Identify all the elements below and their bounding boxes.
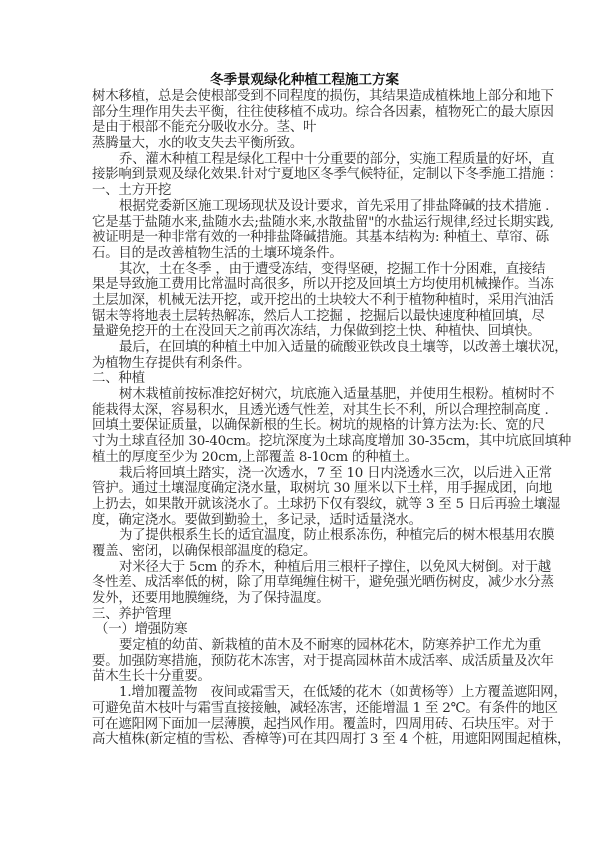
paragraph [92,261,554,340]
document-body [92,89,572,748]
text-line: 可在遮阳网下面加一层薄膜，起挡风作用。覆盖时，四周用砖、石块压牢。对于 [92,716,554,732]
text-line: 冬性差、成活率低的树，除了用草绳缠住树干，避免强光晒伤树皮，减少水分蒸 [92,575,554,591]
document-page [92,72,572,748]
document-title: 冬季景观绿化种植工程施工方案 [210,72,399,88]
text-line: 部分生理作用失去平衡，往往使移植不成功。综合各因素，植物死亡的最大原因 [92,104,554,120]
text-line: 要定植的幼苗、新栽植的苗木及不耐寒的园林花木，防寒养护工作尤为重 [119,638,542,654]
section-heading [92,622,517,638]
paragraph [92,198,554,262]
paragraph [92,685,571,748]
paragraph [92,638,554,685]
text-line: 高大植株(新定植的雪松、香樟等)可在其四周打 3 至 4 个桩，用遮阳网围起植株， [92,732,571,748]
text-line: 寸为土球直径加 30-40cm。挖坑深度为土球高度增加 30-35cm，其中坑底回填种 [92,434,572,450]
text-line: 锯末等将地表土层转热解冻，然后人工挖掘 ，挖掘后以最快速度种植回填，尽 [92,308,545,324]
text-line: 植土的厚度至少为 20cm,上部覆盖 8-10cm 的种植土。 [92,449,418,465]
text-line: 二、种植 [92,371,145,387]
text-line: 覆盖、密闭，以确保根部温度的稳定。 [92,543,317,559]
paragraph [92,465,561,529]
text-line: 度，确定浇水。要做到勤验土，多记录，适时适量浇水。 [92,512,422,528]
text-line: 蒸腾量大，水的收支失去平衡所致。 [92,136,304,152]
paragraph [92,151,562,183]
text-line: 回填土要保证质量，以确保新根的生长。树坑的规格的计算方法为:长、宽的尺 [92,418,545,434]
text-line: 对米径大于 5cm 的乔木，种植后用三根杆子撑住，以免风大树倒。对于越 [119,559,551,575]
paragraph [92,559,554,607]
text-line: 树木移植，总是会使根部受到不同程度的损伤，其结果造成植株地上部分和地下 [92,89,554,104]
text-line: 量避免挖开的土在没回天之前再次冻结，力保做到挖土快、种植快、回填快。 [92,324,541,340]
text-line: 被证明是一种非常有效的一种排盐降碱措施。其基本结构为: 种植土、草帘、砾 [92,230,549,246]
text-line: 可避免苗木枝叶与霜雪直接接触，减轻冻害，还能增温 1 至 2℃。有条件的地区 [92,700,558,716]
paragraph [92,136,517,152]
text-line: 苗木生长十分重要。 [92,669,211,685]
text-line: 上扔去，如果散开就该浇水了。土球扔下仅有裂纹，就等 3 至 5 日后再验土壤湿 [92,496,561,512]
text-line: 一、土方开挖 [92,183,172,199]
text-line: 根据党委新区施工现场现状及设计要求，首先采用了排盐降碱的技术措施 . [119,198,550,214]
text-line: 能栽得太深，容易积水，且透光透气性差，对其生长不利，所以合理控制高度 . [92,402,549,418]
text-line: 石。目的是改善植物生活的土壤环境条件。 [92,245,343,261]
text-line: 是由于根部不能充分吸收水分。茎、叶 [92,120,317,136]
text-line: 三、养护管理 [92,606,172,622]
paragraph [92,528,555,559]
text-line: 其次，土在冬季 ，由于遭受冻结，变得坚硬，挖掘工作十分困难，直接结 [119,261,546,277]
text-line: 为植物生存提供有利条件。 [92,355,251,371]
text-line: 土层加深，机械无法开挖，或开挖出的土块较大不利于植物种植时，采用汽油活 [92,292,554,308]
text-line: 果是导致施工费用比常温时高很多，所以开挖及回填土方均使用机械操作。当冻 [92,277,554,293]
text-line: 乔、灌木种植工程是绿化工程中十分重要的部分，实施工程质量的好坏，直 [119,151,555,167]
text-line: 接影响到景观及绿化效果.针对宁夏地区冬季气候特征，定制以下冬季施工措施 ： [92,167,562,183]
section-heading [92,607,517,623]
section-heading [92,183,517,199]
text-line: 它是基于盐随水来,盐随水去;盐随水来,水散盐留"的水盐运行规律,经过长期实践, [92,214,554,230]
text-line: 发外，还要用地膜缠绕，为了保持温度。 [92,591,330,606]
text-line: 为了提供根系生长的适宜温度，防止根系冻伤，种植完后的树木根基用农膜 [119,528,555,544]
paragraph [92,340,568,371]
text-line: 栽后将回填土踏实，浇一次透水，7 至 10 日内浇透水三次，以后进入正常 [119,465,552,481]
text-line: 最后，在回填的种植土中加入适量的硫酸亚铁改良土壤等，以改善土壤状况， [119,340,568,355]
text-line: 管护。通过土壤湿度确定浇水量，取树坑 30 厘米以下土样，用手握成团，向地 [92,481,553,497]
paragraph [92,89,554,136]
paragraph [92,387,572,465]
section-heading [92,371,517,387]
text-line: 1.增加覆盖物 夜间或霜雪天，在低矮的花木（如黄杨等）上方覆盖遮阳网， [119,685,567,701]
text-line: 要。加强防寒措施，预防花木冻害，对于提高园林苗木成活率、成活质量及次年 [92,653,554,669]
text-line: （一）增强防寒 [95,622,188,638]
text-line: 树木栽植前按标准挖好树穴，坑底施入适量基肥，并使用生根粉。植树时不 [119,387,555,403]
